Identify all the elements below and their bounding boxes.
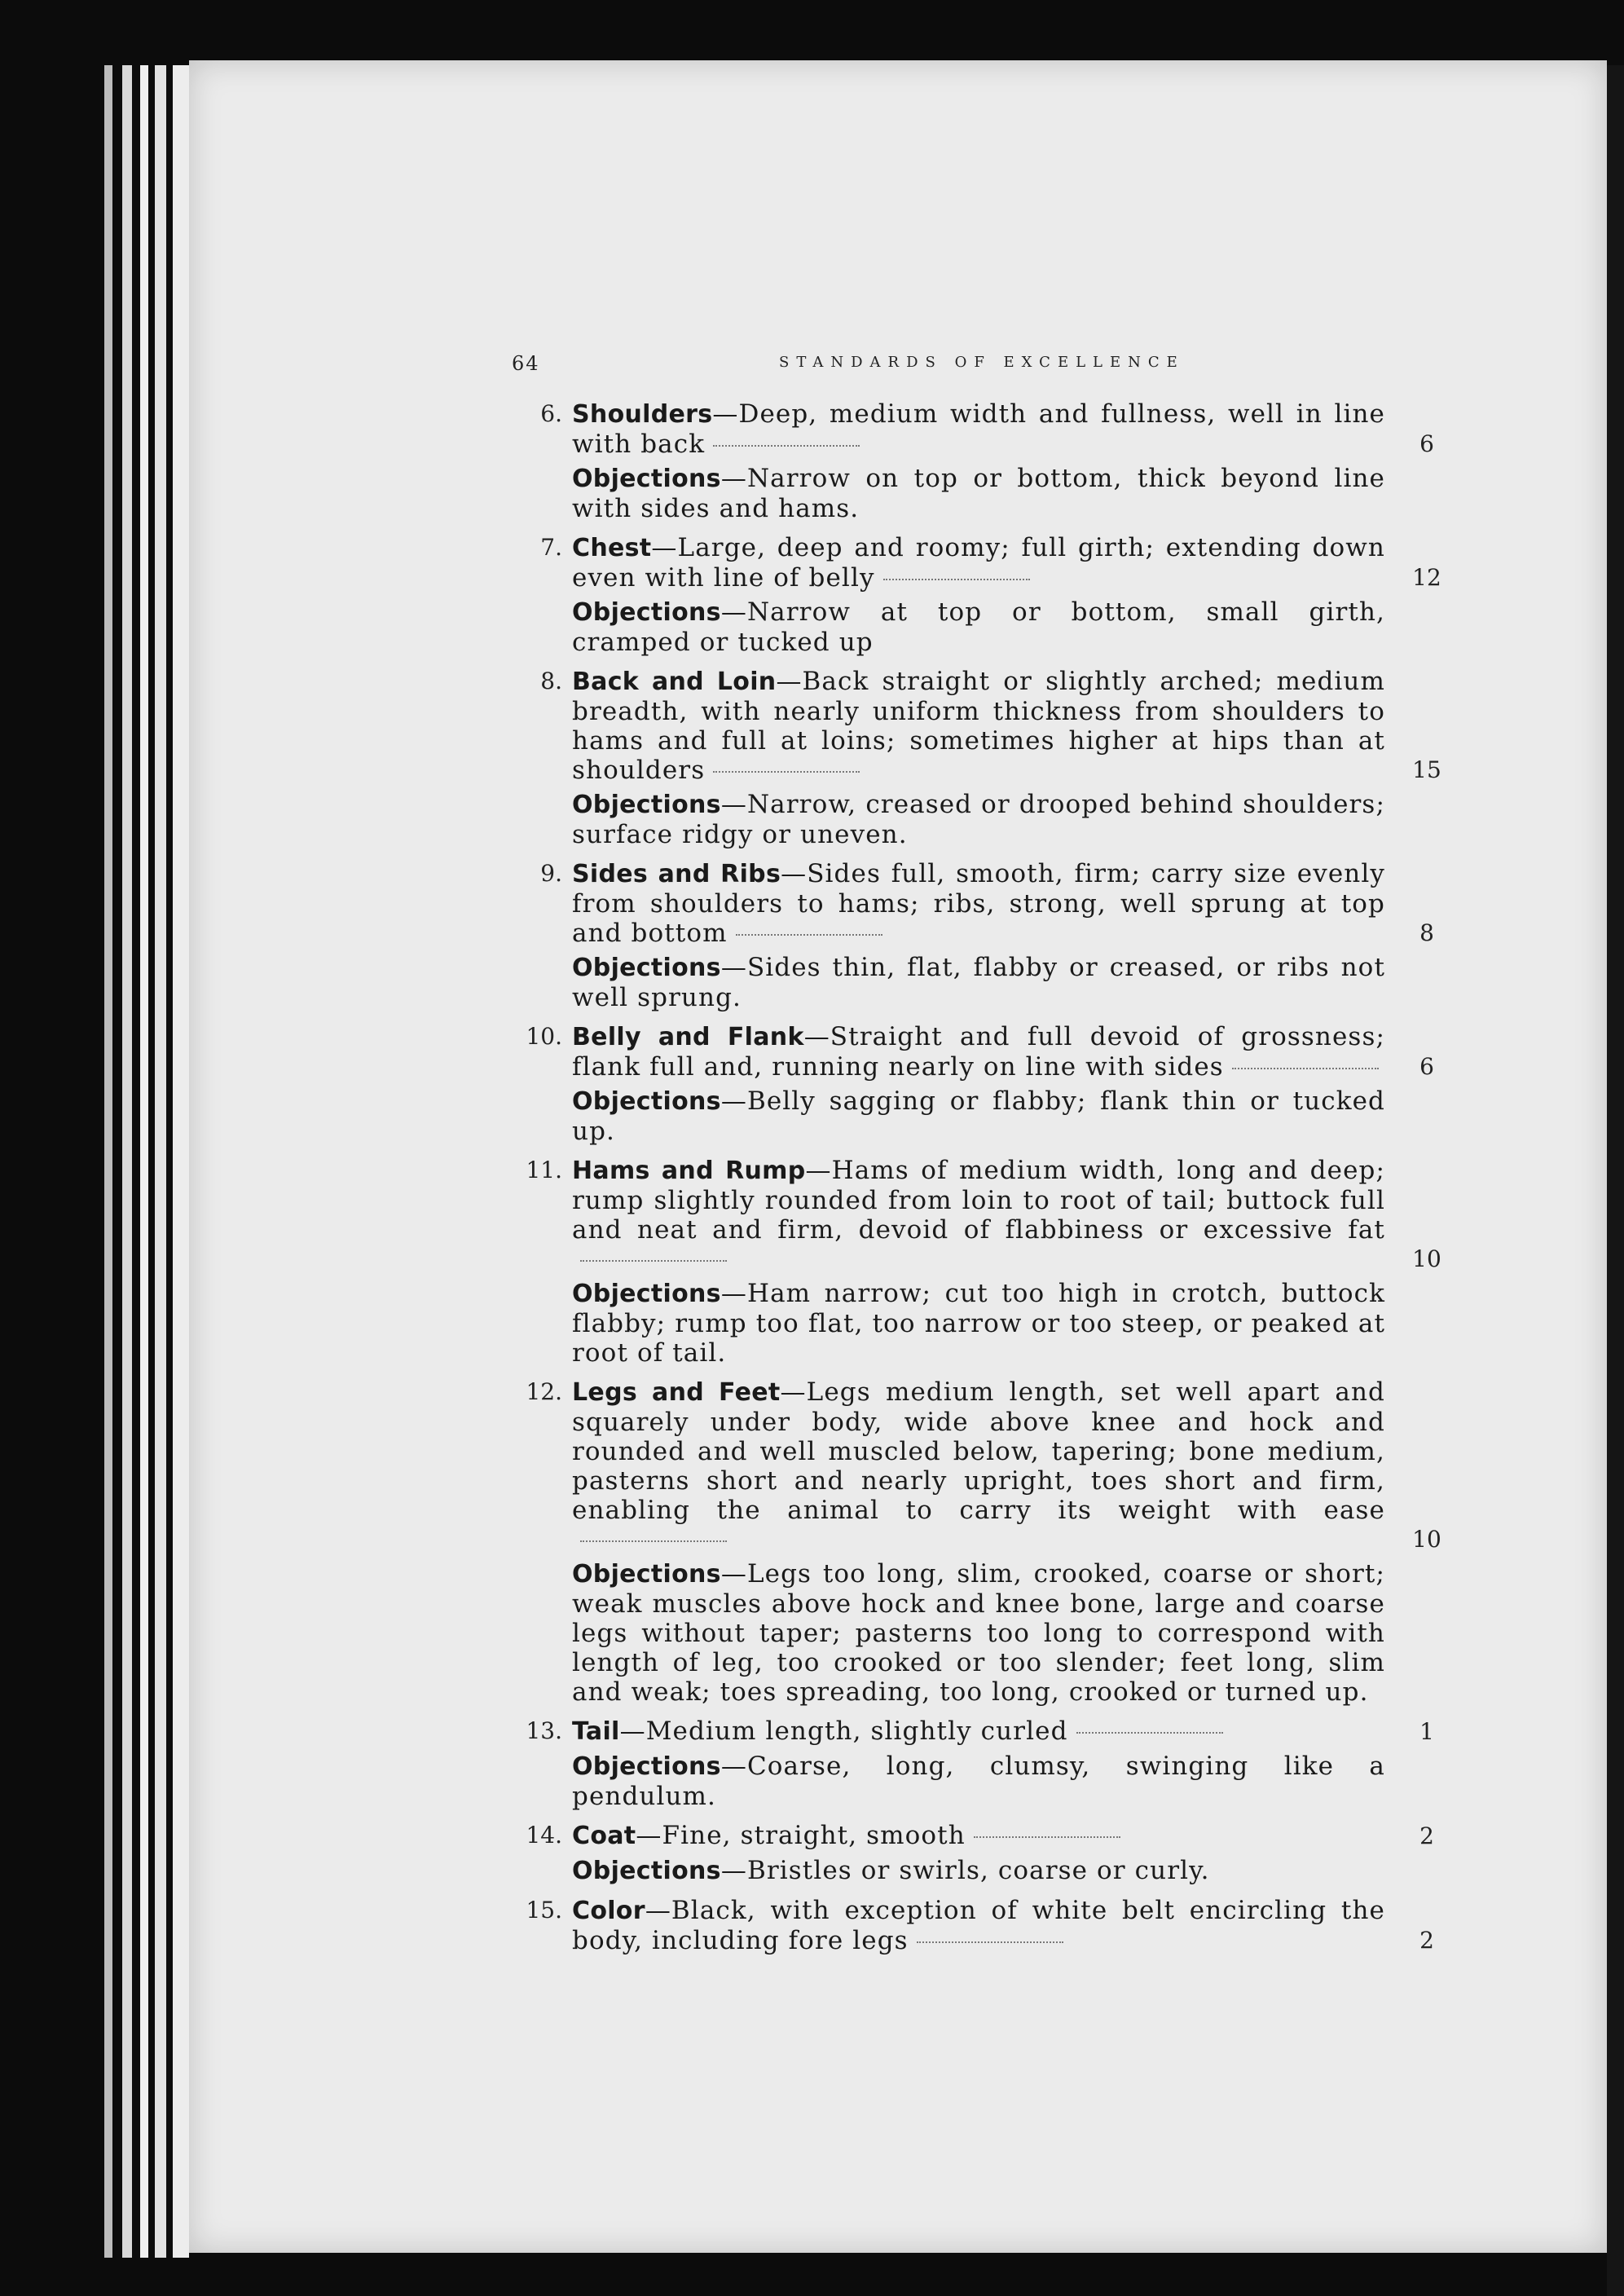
objection-text: —Belly sagging or flabby; flank thin or tucked up. [572, 1086, 1385, 1146]
standard-item [489, 1821, 1450, 1886]
item-score: 15 [1412, 756, 1441, 783]
objection-text: —Narrow on top or bottom, thick beyond line with sides and hams. [572, 464, 1385, 523]
objection-description [572, 1752, 1385, 1811]
item-score: 8 [1419, 919, 1434, 946]
dot-leader [736, 934, 882, 936]
dot-leader [974, 1836, 1120, 1838]
item-description [572, 1156, 1385, 1274]
objection-text: —Narrow at top or bottom, small girth, cramped or tucked up [572, 597, 1385, 657]
item-description [572, 1821, 1385, 1851]
item-entry [572, 533, 1441, 593]
item-entry [572, 1821, 1434, 1851]
objection-text: —Ham narrow; cut too high in crotch, buttock flabby; rump too flat, too narrow or too steep, or peaked at root of tail. [572, 1279, 1385, 1368]
item-term: Belly and Flank [572, 1023, 804, 1051]
item-score: 2 [1419, 1927, 1434, 1954]
item-term: Legs and Feet [572, 1378, 781, 1407]
objection-entry [572, 1279, 1385, 1368]
objection-term: Objections [572, 954, 721, 982]
item-number: 13. [526, 1717, 562, 1744]
item-entry [572, 1022, 1434, 1082]
standard-item [489, 859, 1450, 1012]
item-number: 7. [540, 534, 562, 561]
objection-description [572, 1856, 1385, 1886]
item-number: 11. [526, 1157, 562, 1183]
item-number: 6. [540, 400, 562, 427]
standard-item [489, 667, 1450, 849]
objection-entry [572, 464, 1385, 523]
item-description [572, 1022, 1385, 1082]
page-number: 64 [512, 352, 540, 375]
objection-term: Objections [572, 598, 721, 627]
objection-entry [572, 1559, 1385, 1707]
item-term: Color [572, 1897, 645, 1925]
dot-leader [580, 1260, 727, 1262]
page-edge [122, 65, 132, 2258]
page-edge [173, 65, 189, 2258]
standard-item [489, 1716, 1450, 1811]
item-text: —Back straight or slightly arched; medium breadth, with nearly uniform thickness from shoulders to hams and full at loins; sometimes higher at hips than at shoulders [572, 667, 1385, 785]
running-head [502, 347, 1441, 380]
item-number: 15. [526, 1897, 562, 1924]
item-number: 10. [526, 1023, 562, 1050]
objection-term: Objections [572, 465, 721, 493]
dot-leader [580, 1540, 727, 1542]
objection-text: —Sides thin, flat, flabby or creased, or ribs not well sprung. [572, 953, 1385, 1012]
objection-entry [572, 597, 1385, 657]
objection-entry [572, 1856, 1385, 1886]
item-score: 10 [1412, 1245, 1441, 1272]
scan-border [1607, 65, 1624, 2296]
objection-term: Objections [572, 791, 721, 819]
objection-entry [572, 1086, 1385, 1146]
objection-text: —Bristles or swirls, coarse or curly. [720, 1856, 1210, 1885]
objection-text: —Coarse, long, clumsy, swinging like a pendulum. [572, 1752, 1385, 1811]
standard-item [489, 533, 1450, 657]
objection-description [572, 1559, 1385, 1707]
item-term: Coat [572, 1822, 636, 1850]
item-term: Tail [572, 1717, 620, 1746]
item-text: —Large, deep and roomy; full girth; extending down even with line of belly [572, 533, 1385, 593]
item-description [572, 859, 1385, 948]
item-score: 2 [1419, 1822, 1434, 1849]
item-description [572, 1716, 1385, 1747]
dot-leader [917, 1941, 1063, 1943]
item-number: 12. [526, 1378, 562, 1405]
item-number: 9. [540, 860, 562, 887]
objection-description [572, 464, 1385, 523]
item-term: Hams and Rump [572, 1157, 806, 1185]
item-score: 6 [1419, 430, 1434, 457]
objection-term: Objections [572, 1087, 721, 1116]
standard-item [489, 1896, 1450, 1955]
item-text: —Black, with exception of white belt encircling the body, including fore legs [572, 1896, 1385, 1955]
item-term: Shoulders [572, 400, 713, 429]
standard-item [489, 399, 1450, 523]
item-score: 6 [1419, 1053, 1434, 1080]
item-text: —Legs medium length, set well apart and squarely under body, wide above knee and hock and rounded and well muscled below, tapering; bone medium, pasterns short and nearly upright, toes short and firm, enabling the animal to carry its weight with ease [572, 1377, 1385, 1525]
item-text: —Fine, straight, smooth [636, 1821, 966, 1850]
item-description [572, 399, 1385, 459]
objection-text: —Narrow, creased or drooped behind shoulders; surface ridgy or uneven. [572, 790, 1385, 849]
item-score: 10 [1412, 1526, 1441, 1553]
item-entry [572, 1377, 1441, 1554]
standards-list [489, 399, 1450, 1965]
objection-term: Objections [572, 1560, 721, 1589]
page-edge [104, 65, 112, 2258]
item-text: —Deep, medium width and fullness, well in line with back [572, 399, 1385, 459]
item-term: Sides and Ribs [572, 860, 781, 888]
objection-entry [572, 953, 1385, 1012]
item-score: 1 [1419, 1718, 1434, 1745]
objection-term: Objections [572, 1752, 721, 1781]
objection-description [572, 597, 1385, 657]
page-edge [140, 65, 148, 2258]
objection-text: —Legs too long, slim, crooked, coarse or short; weak muscles above hock and knee bone, large and coarse legs without taper; pasterns too long to correspond with length of leg, too crooked or too slender; feet long, slim and weak; toes spreading, too long, crooked or turned up. [572, 1559, 1385, 1707]
item-text: —Straight and full devoid of grossness; flank full and, running nearly on line with sides [572, 1022, 1385, 1082]
dot-leader [883, 579, 1030, 580]
objection-description [572, 1279, 1385, 1368]
standard-item [489, 1156, 1450, 1368]
objection-entry [572, 1752, 1385, 1811]
standard-item [489, 1377, 1450, 1707]
item-term: Back and Loin [572, 668, 777, 696]
page-edge [155, 65, 166, 2258]
dot-leader [1232, 1068, 1379, 1069]
item-entry [572, 1156, 1441, 1274]
item-number: 14. [526, 1822, 562, 1849]
objection-term: Objections [572, 1280, 721, 1308]
item-text: —Sides full, smooth, firm; carry size evenly from shoulders to hams; ribs, strong, well sprung at top and bottom [572, 859, 1385, 948]
item-entry [572, 667, 1441, 785]
objection-description [572, 953, 1385, 1012]
item-entry [572, 1716, 1434, 1747]
item-description [572, 1896, 1385, 1955]
item-score: 12 [1412, 564, 1441, 591]
dot-leader [713, 771, 860, 773]
item-description [572, 667, 1385, 785]
objection-description [572, 1086, 1385, 1146]
item-number: 8. [540, 668, 562, 694]
item-text: —Hams of medium width, long and deep; rump slightly rounded from loin to root of tail; buttock full and neat and firm, devoid of flabbiness or excessive fat [572, 1156, 1385, 1245]
item-description [572, 533, 1385, 593]
standard-item [489, 1022, 1450, 1146]
running-title: STANDARDS OF EXCELLENCE [779, 354, 1185, 371]
item-term: Chest [572, 534, 652, 562]
objection-entry [572, 790, 1385, 849]
item-entry [572, 399, 1434, 459]
dot-leader [713, 445, 860, 447]
item-entry [572, 1896, 1434, 1955]
objection-description [572, 790, 1385, 849]
item-text: —Medium length, slightly curled [619, 1716, 1068, 1746]
objection-term: Objections [572, 1857, 721, 1885]
item-entry [572, 859, 1434, 948]
dot-leader [1076, 1732, 1223, 1734]
item-description [572, 1377, 1385, 1554]
